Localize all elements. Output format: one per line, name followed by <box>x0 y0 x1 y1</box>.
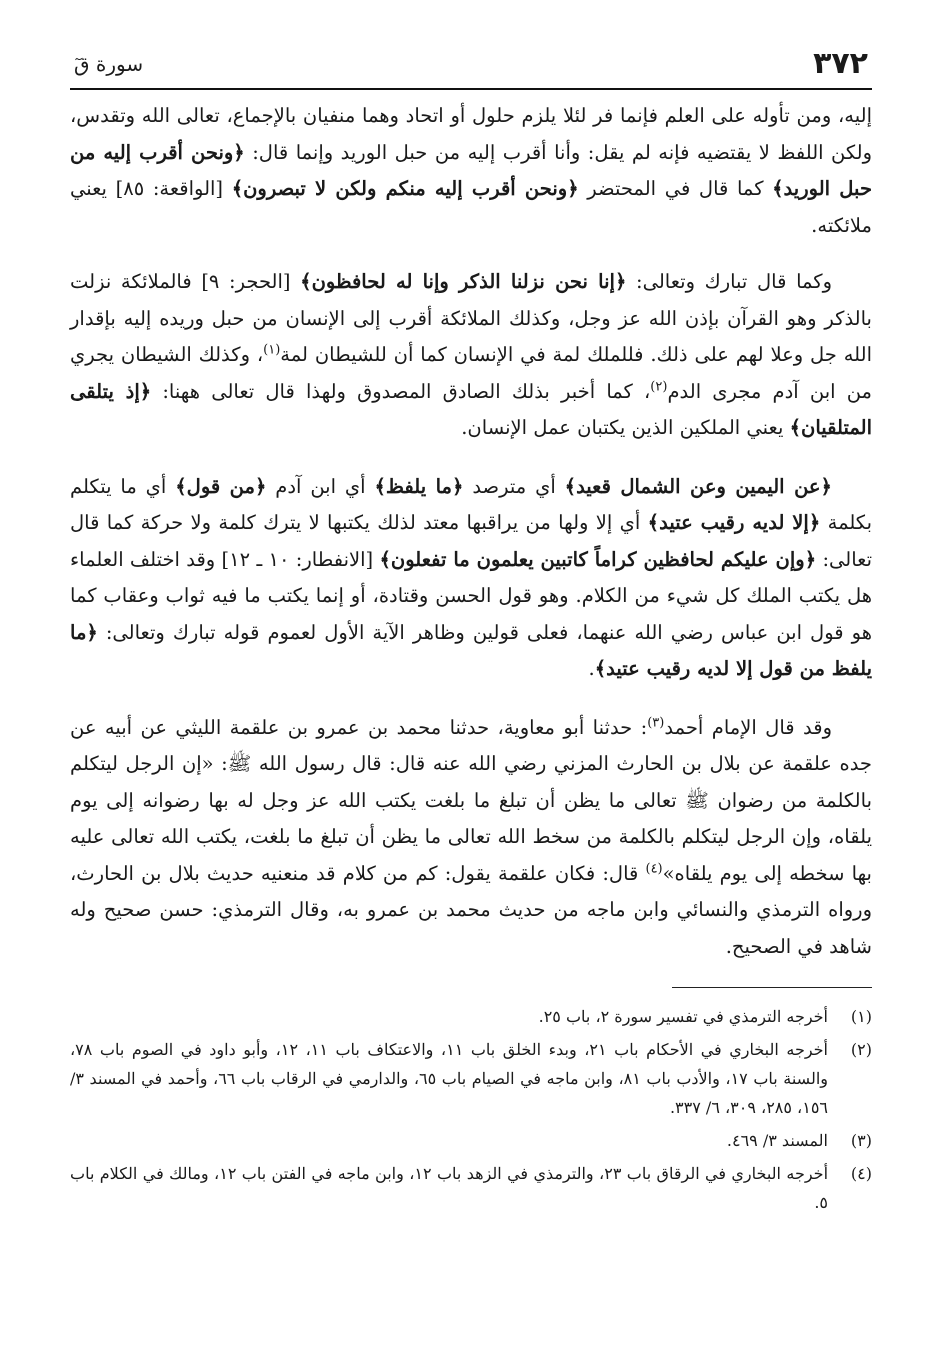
quran-verse: ﴿إذ يتلقى المتلقيان﴾ <box>70 379 872 439</box>
page-header <box>70 40 872 88</box>
quran-verse: ﴿إلا لديه رقيب عتيد﴾ <box>647 511 821 534</box>
text-segment: يعني الملكين الذين يكتبان عمل الإنسان. <box>461 416 790 439</box>
text-segment: : حدثنا أبو معاوية، حدثنا محمد بن عمرو بن علقمة الليثي عن أبيه عن جده علقمة عن بلال بن الحارث المزني رضي الله عنه قال: قال رسول الله ﷺ: «إن الرجل ليتكلم بالكلمة من رضوان ﷺ تعالى ما يظن أن تبلغ ما بلغت يكتب الله عز وجل له بها رضوانه إلى يوم يلقاه، وإن الرجل ليتكلم بالكلمة من سخط الله تعالى ما يظن أن تبلغ ما بلغت، يكتب الله تعالى عليه بها سخطه إلى يوم يلقاه» <box>70 715 872 885</box>
quran-verse: ﴿ما يلفظ من قول إلا لديه رقيب عتيد﴾ <box>70 620 872 680</box>
quran-verse: ﴿ما يلفظ﴾ <box>374 474 464 498</box>
footnote-4 <box>70 1159 872 1217</box>
footnote-number: (١) <box>850 1007 872 1026</box>
quran-verse: ﴿ونحن أقرب إليه منكم ولكن لا تبصرون﴾ <box>231 177 579 200</box>
quran-verse: ﴿عن اليمين وعن الشمال قعيد﴾ <box>564 474 832 498</box>
footnote-separator <box>672 987 872 988</box>
text-segment: كما قال في المحتضر <box>578 177 773 200</box>
footnote-2 <box>70 1035 872 1122</box>
text-segment: ، وكذلك الشيطان يجري من ابن آدم مجرى الدم <box>70 343 873 403</box>
text-segment: [الحجر: ٩] فالملائكة نزلت بالذكر وهو القرآن بإذن الله عز وجل، وكذلك الملائكة أقرب إلى الإنسان من حبل وريده إليه بإقدار الله جل وعلا لهم على ذلك. فللملك لمة في الإنسان كما أن للشيطان لمة <box>70 270 872 366</box>
quran-verse: ﴿من قول﴾ <box>175 474 267 498</box>
footnote-3 <box>70 1126 872 1155</box>
footnote-marker: (٣) <box>647 715 665 730</box>
footnote-text: أخرجه البخاري في الأحكام باب ٢١، وبدء الخلق باب ١١، والاعتكاف باب ١١، ١٢، وأبو داود في الصوم باب ٧٨، والسنة باب ١٧، والأدب باب ٨١، وابن ماجه في الصيام باب ٦٥، والدارمي في الرقاب باب ٦٦، وأحمد في المسند ٣/ ١٥٦، ٢٨٥، ٣٠٩، ٦/ ٣٣٧. <box>70 1040 829 1117</box>
footnote-marker: (٤) <box>645 861 663 876</box>
quran-verse: ﴿إنا نحن نزلنا الذكر وإنا له لحافظون﴾ <box>300 270 627 293</box>
surah-name: سورة قٓ <box>74 52 144 76</box>
footnote-marker: (٢) <box>650 379 668 394</box>
text-segment: أي ابن آدم <box>266 474 375 498</box>
paragraph-4 <box>70 710 872 966</box>
text-segment: أي إلا ولها من يراقبها معتد لذلك يكتبها لا يترك كلمة ولا حركة كما قال تعالى: <box>70 511 872 571</box>
page-number: ٣٧٢ <box>813 46 868 81</box>
footnote-number: (٤) <box>850 1164 872 1183</box>
text-segment: وقد قال الإمام أحمد <box>664 715 832 739</box>
footnote-number: (٢) <box>850 1040 872 1059</box>
text-segment: إليه، ومن تأوله على العلم فإنما فر لئلا يلزم حلول أو اتحاد وهما منفيان بالإجماع، تعالى الله وتقدس، ولكن اللفظ لا يقتضيه فإنه لم يقل: وأنا أقرب إليه من حبل الوريد وإنما قال: <box>70 104 872 164</box>
text-segment: ، كما أخبر بذلك الصادق المصدوق ولهذا قال تعالى ههنا: <box>151 379 651 403</box>
paragraph-3 <box>70 469 872 688</box>
book-page <box>70 40 872 1340</box>
main-text <box>70 88 872 1217</box>
text-segment: قال: فكان علقمة يقول: كم من كلام قد منعنيه حديث بلال بن الحارث، ورواه الترمذي والنسائي وابن ماجه من حديث محمد بن عمرو به، وقال الترمذي: حسن صحيح وله شاهد في الصحيح. <box>70 861 872 958</box>
footnotes <box>70 1002 872 1217</box>
footnote-text: المسند ٣/ ٤٦٩. <box>726 1131 828 1150</box>
text-segment: وكما قال تبارك وتعالى: <box>626 270 832 293</box>
footnote-text: أخرجه الترمذي في تفسير سورة ٢، باب ٢٥. <box>538 1007 828 1026</box>
footnote-text: أخرجه البخاري في الرقاق باب ٢٣، والترمذي في الزهد باب ١٢، وابن ماجه في الفتن باب ١٢، ومالك في الكلام باب ٥. <box>70 1164 829 1212</box>
footnote-number: (٣) <box>850 1131 872 1150</box>
header-rule <box>70 88 872 90</box>
text-segment: [الواقعة: ٨٥] يعني ملائكته. <box>70 177 872 237</box>
paragraph-1 <box>70 98 872 244</box>
quran-verse: ﴿وإن عليكم لحافظين كراماً كاتبين يعلمون ما تفعلون﴾ <box>379 547 817 571</box>
text-segment: . <box>588 657 595 680</box>
text-segment: أي ما يتكلم بكلمة <box>70 474 872 534</box>
text-segment: [الانفطار: ١٠ ـ ١٢] وقد اختلف العلماء هل يكتب الملك كل شيء من الكلام. وهو قول الحسن وقتادة، أو إنما يكتب ما فيه ثواب وعقاب كما هو قول ابن عباس رضي الله عنهما، فعلى قولين وظاهر الآية الأول لعموم قوله تبارك وتعالى: <box>70 547 872 644</box>
footnote-marker: (١) <box>263 342 281 358</box>
text-segment: أي مترصد <box>463 474 565 498</box>
paragraph-2 <box>70 264 872 447</box>
quran-verse: ﴿ونحن أقرب إليه من حبل الوريد﴾ <box>70 140 873 200</box>
footnote-1 <box>70 1002 872 1031</box>
